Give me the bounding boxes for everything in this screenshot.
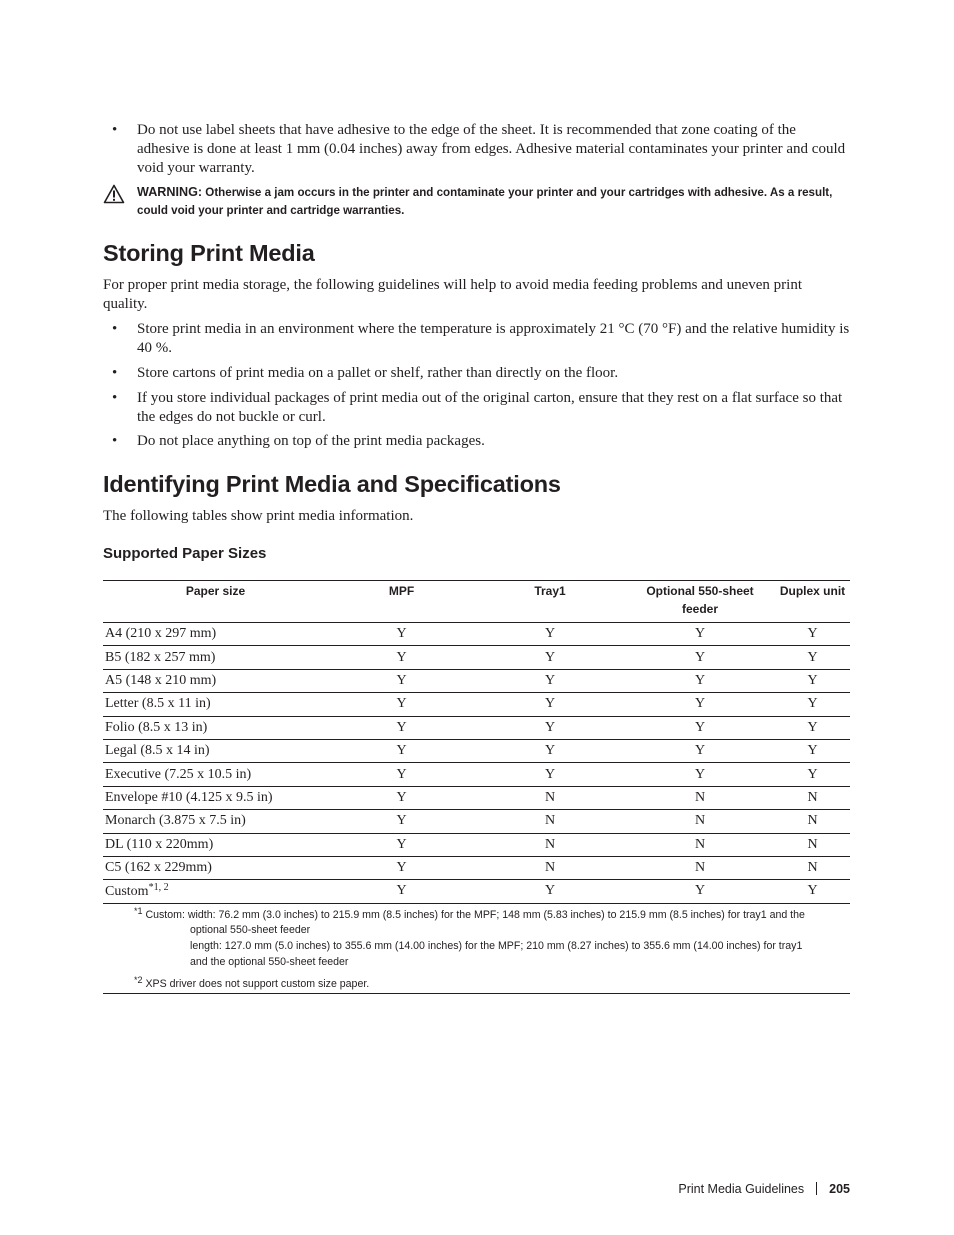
warning-triangle-icon (103, 184, 125, 210)
storing-bullet-text: Do not place anything on top of the print media packages. (137, 433, 485, 449)
adhesive-bullet (103, 121, 850, 178)
tray1-cell-text: Y (544, 696, 556, 712)
mpf-cell (328, 763, 475, 786)
tray1-cell (475, 669, 625, 692)
tray1-cell (475, 763, 625, 786)
paper-sizes-table (103, 580, 850, 904)
mpf-cell-text: Y (396, 813, 407, 829)
mpf-cell-text: Y (396, 672, 407, 688)
tray1-cell (475, 716, 625, 739)
mpf-cell-text: Y (396, 836, 407, 852)
duplex-cell-text: N (807, 836, 818, 852)
mpf-cell-text: Y (396, 649, 407, 665)
tray1-cell-text: N (544, 813, 556, 829)
optional-feeder-cell-text: Y (694, 883, 706, 899)
bullet-dot: • (112, 122, 118, 138)
adhesive-bullet-text: Do not use label sheets that have adhesive to the edge of the sheet. It is recommended that zone coating of the adhesive is done at least 1 mm (0.04 inches) away from edges. Adhesive material contaminates your printer and could void your warranty. (137, 122, 846, 176)
table-row (103, 716, 850, 739)
optional-feeder-cell-text: N (694, 813, 706, 829)
duplex-cell (775, 693, 850, 716)
tray1-cell-text: Y (544, 719, 556, 735)
optional-feeder-cell (625, 716, 775, 739)
storing-bullet (103, 320, 850, 358)
table-row (103, 810, 850, 833)
storing-bullet-text: Store print media in an environment where the temperature is approximately 21 °C (70 °F) and the relative humidity is 40 %. (137, 321, 850, 356)
bullet-dot: • (112, 390, 118, 406)
optional-feeder-cell (625, 763, 775, 786)
storing-intro: For proper print media storage, the following guidelines will help to avoid media feeding problems and uneven print quality. (103, 277, 803, 312)
paper-size-cell (103, 623, 328, 646)
mpf-cell-text: Y (396, 719, 407, 735)
bullet-dot: • (112, 433, 118, 449)
tray1-cell-text: Y (544, 743, 556, 759)
tray1-cell-text: Y (544, 766, 556, 782)
mpf-cell-text: Y (396, 789, 407, 805)
footer-section-title: Print Media Guidelines (678, 1182, 805, 1196)
mpf-cell-text: Y (396, 860, 407, 876)
optional-feeder-cell (625, 669, 775, 692)
footnote-1-mark: *1 (134, 906, 143, 916)
optional-feeder-cell-text: Y (694, 743, 706, 759)
duplex-cell-text: Y (807, 766, 818, 782)
table-row (103, 669, 850, 692)
table-row (103, 739, 850, 762)
footnote-2-text: XPS driver does not support custom size paper. (145, 978, 370, 990)
footnote-1 (134, 904, 805, 924)
page-footer (678, 1181, 850, 1197)
page-number: 205 (829, 1182, 850, 1196)
paper-size-cell-text: Executive (7.25 x 10.5 in) (105, 766, 252, 782)
paper-size-cell (103, 880, 328, 903)
mpf-cell (328, 693, 475, 716)
bullet-dot: • (112, 321, 118, 337)
duplex-cell-text: Y (807, 649, 818, 665)
footnote-1-line2: optional 550-sheet feeder (190, 924, 311, 936)
duplex-cell-text: Y (807, 672, 818, 688)
mpf-cell-text: Y (396, 626, 407, 642)
paper-size-cell (103, 739, 328, 762)
tray1-cell-text: Y (544, 672, 556, 688)
duplex-cell (775, 810, 850, 833)
tray1-cell-text: Y (544, 883, 556, 899)
tray1-cell (475, 646, 625, 669)
mpf-cell (328, 646, 475, 669)
duplex-cell (775, 623, 850, 646)
optional-feeder-cell-text: N (694, 836, 706, 852)
paper-size-cell-text: Folio (8.5 x 13 in) (105, 719, 208, 735)
paper-size-cell (103, 833, 328, 856)
duplex-cell-text: Y (807, 696, 818, 712)
table-row (103, 833, 850, 856)
tray1-cell-text: Y (544, 626, 556, 642)
mpf-cell (328, 786, 475, 809)
tray1-cell-text: Y (544, 649, 556, 665)
table-row (103, 693, 850, 716)
footnote-2 (134, 973, 369, 993)
tray1-cell (475, 880, 625, 903)
table-row (103, 880, 850, 903)
paper-size-cell-text: Custom (105, 884, 149, 900)
table-row (103, 646, 850, 669)
custom-footnote-ref: *1, 2 (148, 882, 169, 894)
paper-size-cell-text: B5 (182 x 257 mm) (105, 649, 216, 665)
table-row (103, 856, 850, 879)
duplex-cell (775, 646, 850, 669)
footnote-1-line4: and the optional 550-sheet feeder (190, 956, 349, 968)
warning-label: WARNING: (137, 185, 203, 199)
mpf-cell-text: Y (396, 743, 407, 759)
footer-divider (816, 1182, 817, 1195)
col-header-optional-feeder: Optional 550-sheet feeder (625, 581, 775, 623)
duplex-cell-text: N (807, 789, 818, 805)
paper-size-cell-text: Legal (8.5 x 14 in) (105, 743, 210, 759)
bullet-dot: • (112, 365, 118, 381)
table-row (103, 786, 850, 809)
optional-feeder-cell (625, 810, 775, 833)
tray1-cell-text: N (544, 789, 556, 805)
paper-size-cell (103, 856, 328, 879)
mpf-cell (328, 856, 475, 879)
duplex-cell-text: Y (807, 883, 818, 899)
paper-size-cell (103, 763, 328, 786)
paper-size-cell-text: C5 (162 x 229mm) (105, 860, 212, 876)
warning-body: Otherwise a jam occurs in the printer and contaminate your printer and your cartridges with adhesive. As a result, could void your printer and cartridge warranties. (137, 186, 833, 217)
duplex-cell (775, 856, 850, 879)
optional-feeder-cell-text: N (694, 789, 706, 805)
footnote-1-line1: Custom: width: 76.2 mm (3.0 inches) to 215.9 mm (8.5 inches) for the MPF; 148 mm (5.83 inches) to 215.9 mm (8.5 inches) for tray1 and the (145, 909, 805, 921)
storing-bullet (103, 364, 850, 383)
duplex-cell-text: N (807, 860, 818, 876)
paper-size-cell-text: Letter (8.5 x 11 in) (105, 696, 211, 712)
paper-size-cell (103, 716, 328, 739)
duplex-cell (775, 716, 850, 739)
storing-bullet (103, 432, 850, 451)
optional-feeder-cell (625, 646, 775, 669)
optional-feeder-cell (625, 693, 775, 716)
mpf-cell-text: Y (396, 696, 407, 712)
col-header-paper-size: Paper size (103, 581, 328, 623)
paper-size-cell (103, 786, 328, 809)
table-row (103, 623, 850, 646)
paper-size-cell (103, 669, 328, 692)
optional-feeder-cell-text: Y (694, 719, 706, 735)
duplex-cell-text: Y (807, 719, 818, 735)
tray1-cell-text: N (544, 836, 556, 852)
paper-size-cell (103, 646, 328, 669)
mpf-cell (328, 669, 475, 692)
paper-size-cell (103, 810, 328, 833)
table-row (103, 763, 850, 786)
storing-heading: Storing Print Media (103, 240, 315, 266)
duplex-cell (775, 739, 850, 762)
mpf-cell (328, 880, 475, 903)
identifying-intro: The following tables show print media information. (103, 508, 414, 524)
footnote-2-mark: *2 (134, 975, 143, 985)
paper-size-cell-text: DL (110 x 220mm) (105, 836, 214, 852)
mpf-cell-text: Y (396, 766, 407, 782)
mpf-cell (328, 810, 475, 833)
optional-feeder-cell-text: N (694, 860, 706, 876)
storing-bullet-text: If you store individual packages of print media out of the original carton, ensure that they rest on a flat surface so that the edges do not buckle or curl. (137, 390, 843, 425)
optional-feeder-cell (625, 739, 775, 762)
duplex-cell-text: Y (807, 743, 818, 759)
paper-size-cell-text: A5 (148 x 210 mm) (105, 672, 217, 688)
mpf-cell (328, 833, 475, 856)
paper-size-cell-text: A4 (210 x 297 mm) (105, 626, 217, 642)
duplex-cell (775, 786, 850, 809)
duplex-cell (775, 880, 850, 903)
warning-notice (103, 184, 853, 219)
paper-size-cell-text: Envelope #10 (4.125 x 9.5 in) (105, 789, 273, 805)
tray1-cell (475, 623, 625, 646)
duplex-cell (775, 833, 850, 856)
col-header-mpf: MPF (328, 581, 475, 623)
optional-feeder-cell-text: Y (694, 626, 706, 642)
optional-feeder-cell (625, 880, 775, 903)
tray1-cell (475, 833, 625, 856)
optional-feeder-cell-text: Y (694, 649, 706, 665)
optional-feeder-cell-text: Y (694, 672, 706, 688)
mpf-cell (328, 623, 475, 646)
tray1-cell (475, 810, 625, 833)
mpf-cell (328, 739, 475, 762)
optional-feeder-cell (625, 833, 775, 856)
optional-feeder-cell-text: Y (694, 696, 706, 712)
footnote-1-line3: length: 127.0 mm (5.0 inches) to 355.6 mm (14.00 inches) for the MPF; 210 mm (8.27 inches) to 355.6 mm (14.00 inches) for tray1 (190, 940, 803, 952)
duplex-cell (775, 669, 850, 692)
col-header-tray1: Tray1 (475, 581, 625, 623)
optional-feeder-cell (625, 786, 775, 809)
tray1-cell (475, 786, 625, 809)
storing-bullet (103, 389, 850, 427)
mpf-cell (328, 716, 475, 739)
warning-text (137, 184, 853, 219)
tray1-cell (475, 693, 625, 716)
mpf-cell-text: Y (396, 883, 407, 899)
table-footnotes (103, 904, 850, 994)
paper-size-cell (103, 693, 328, 716)
tray1-cell-text: N (544, 860, 556, 876)
identifying-heading: Identifying Print Media and Specifications (103, 471, 561, 497)
paper-size-cell-text: Monarch (3.875 x 7.5 in) (105, 813, 246, 829)
tray1-cell (475, 856, 625, 879)
duplex-cell (775, 763, 850, 786)
optional-feeder-cell (625, 623, 775, 646)
table-header-row (103, 581, 850, 623)
optional-feeder-cell (625, 856, 775, 879)
duplex-cell-text: N (807, 813, 818, 829)
duplex-cell-text: Y (807, 626, 818, 642)
optional-feeder-cell-text: Y (694, 766, 706, 782)
col-header-duplex-unit: Duplex unit (775, 581, 850, 623)
tray1-cell (475, 739, 625, 762)
table-title: Supported Paper Sizes (103, 545, 267, 562)
storing-bullet-text: Store cartons of print media on a pallet or shelf, rather than directly on the floor. (137, 365, 619, 381)
